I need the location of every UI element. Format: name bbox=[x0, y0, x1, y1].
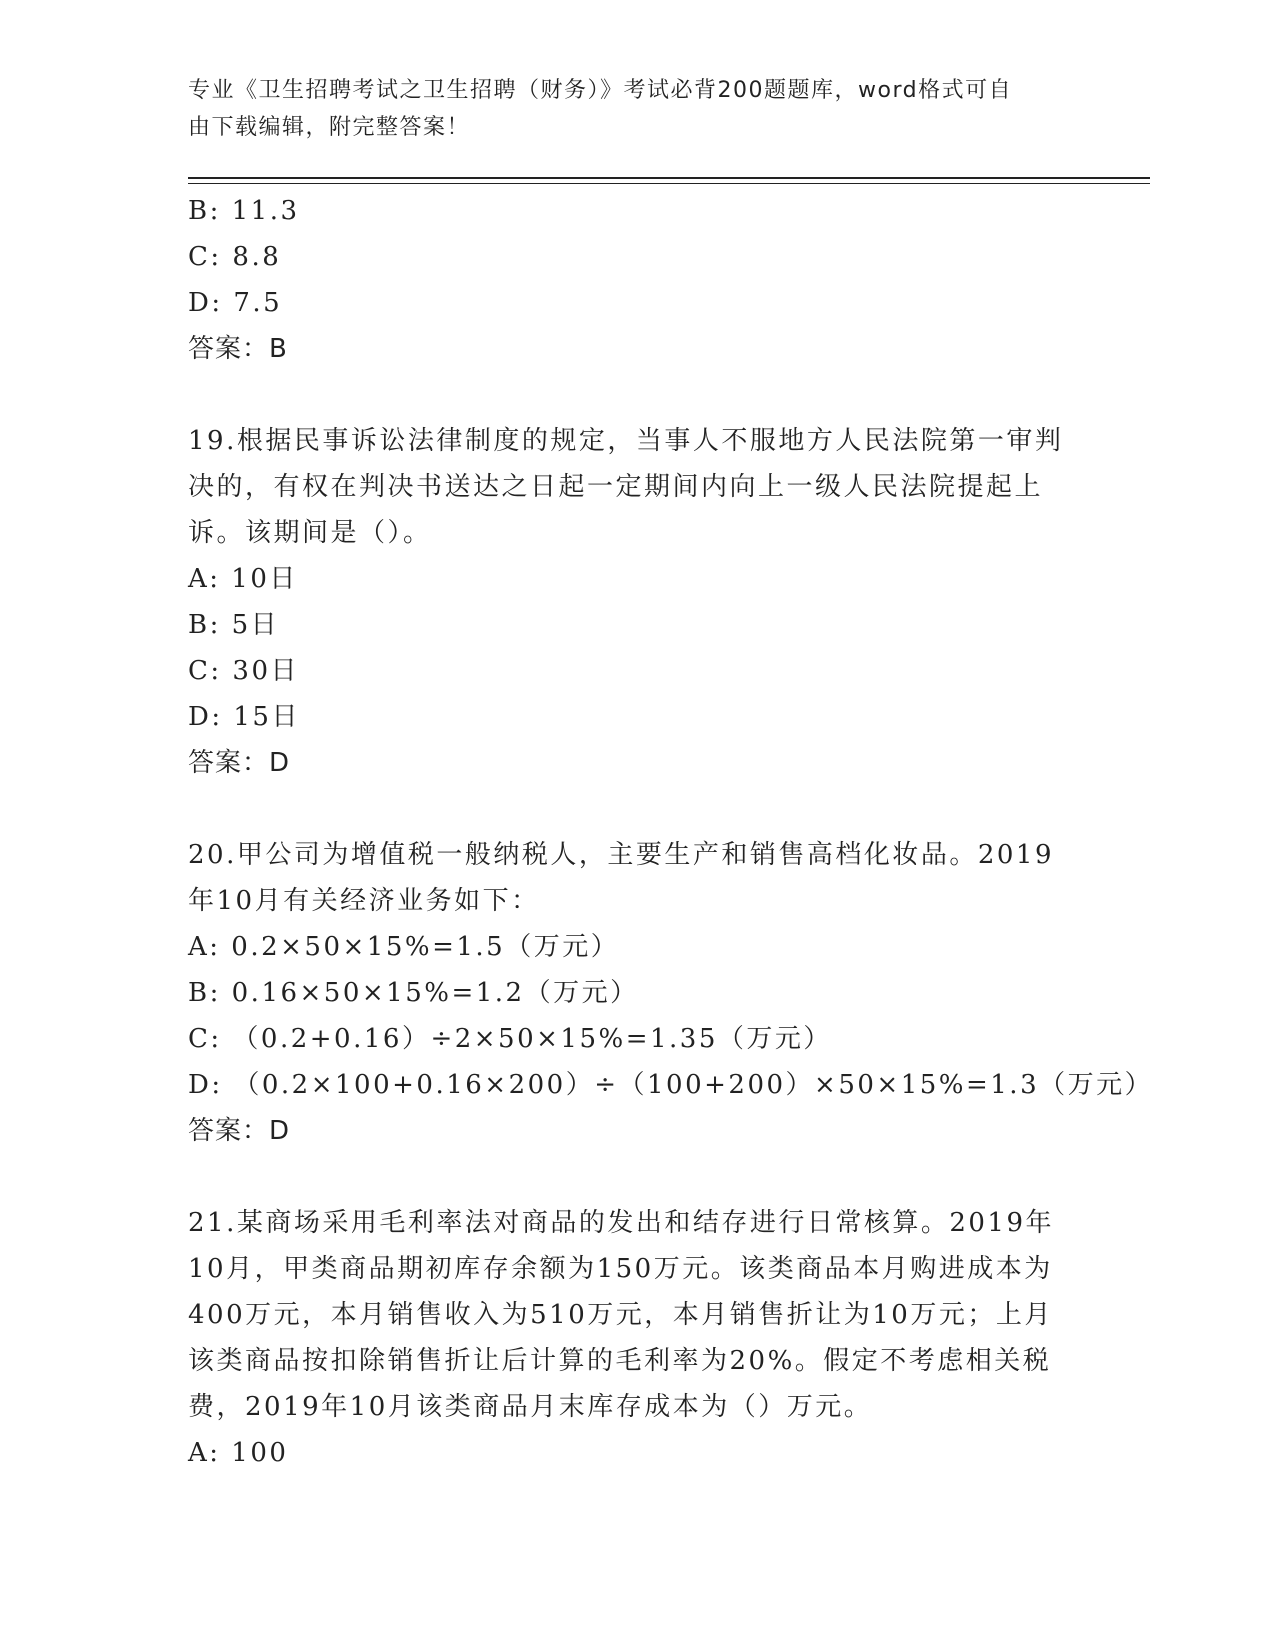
option-c: C: 8.8 bbox=[188, 242, 282, 272]
option-d: D: 7.5 bbox=[188, 288, 283, 318]
question-stem-line: 10月，甲类商品期初库存余额为150万元。该类商品本月购进成本为 bbox=[188, 1254, 1053, 1284]
option-d: D: （0.2×100+0.16×200）÷（100+200）×50×15%=1.3（万元） bbox=[188, 1070, 1154, 1100]
question-21 bbox=[188, 1200, 1088, 1476]
question-stem-line: 费，2019年10月该类商品月末库存成本为（）万元。 bbox=[188, 1392, 873, 1422]
question-stem-line: 400万元，本月销售收入为510万元，本月销售折让为10万元；上月 bbox=[188, 1300, 1053, 1330]
header-title-line-2: 由下载编辑，附完整答案！ bbox=[188, 115, 471, 140]
answer: 答案：B bbox=[188, 334, 288, 364]
answer: 答案：D bbox=[188, 748, 291, 778]
question-stem-line: 年10月有关经济业务如下： bbox=[188, 886, 540, 916]
option-b: B: 5日 bbox=[188, 610, 280, 640]
question-stem-line: 决的，有权在判决书送达之日起一定期间内向上一级人民法院提起上 bbox=[188, 472, 1044, 502]
option-c: C: （0.2+0.16）÷2×50×15%=1.35（万元） bbox=[188, 1024, 832, 1054]
option-a: A: 10日 bbox=[188, 564, 298, 594]
option-c: C: 30日 bbox=[188, 656, 300, 686]
answer: 答案：D bbox=[188, 1116, 291, 1146]
option-a: A: 100 bbox=[188, 1438, 289, 1468]
question-19 bbox=[188, 418, 1088, 786]
question-stem-line: 诉。该期间是（）。 bbox=[188, 518, 432, 548]
document-body bbox=[188, 188, 1154, 1476]
option-a: A: 0.2×50×15%=1.5（万元） bbox=[188, 932, 620, 962]
option-b: B: 0.16×50×15%=1.2（万元） bbox=[188, 978, 639, 1008]
header-title-line-1: 专业《卫生招聘考试之卫生招聘（财务）》考试必背200题题库，word格式可自 bbox=[188, 78, 1013, 103]
prev-question-tail bbox=[188, 188, 1088, 372]
header-rule-thick bbox=[188, 177, 1150, 179]
question-stem-line: 21.某商场采用毛利率法对商品的发出和结存进行日常核算。2019年 bbox=[188, 1208, 1055, 1238]
page-header bbox=[188, 72, 1068, 146]
option-d: D: 15日 bbox=[188, 702, 300, 732]
question-20 bbox=[188, 832, 1154, 1154]
question-stem-line: 19.根据民事诉讼法律制度的规定，当事人不服地方人民法院第一审判 bbox=[188, 426, 1064, 456]
question-stem-line: 该类商品按扣除销售折让后计算的毛利率为20%。假定不考虑相关税 bbox=[188, 1346, 1052, 1376]
question-stem-line: 20.甲公司为增值税一般纳税人，主要生产和销售高档化妆品。2019 bbox=[188, 840, 1055, 870]
option-b: B: 11.3 bbox=[188, 196, 300, 226]
header-rule-thin bbox=[188, 183, 1150, 184]
